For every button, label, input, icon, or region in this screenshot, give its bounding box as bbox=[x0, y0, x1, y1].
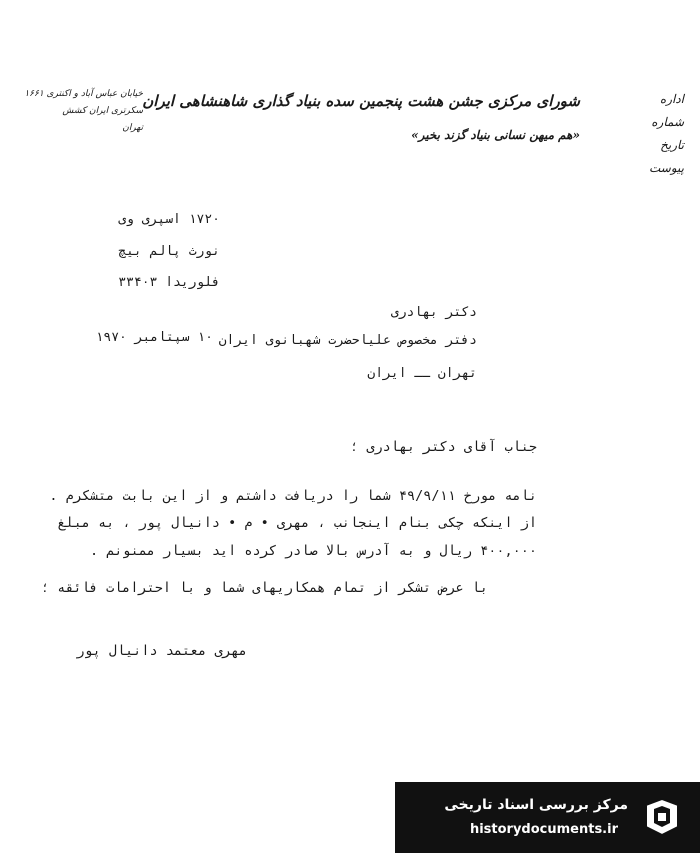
body-line-1: نامه مورخ ۴۹/۹/۱۱ شما را دریافت داشتم و از این بابت متشکرم . bbox=[49, 488, 537, 504]
recipient-office: دفتر مخصوص علیاحضرت شهبانوی ایران bbox=[218, 333, 477, 348]
letterhead-title: شورای مرکزی جشن هشت پنجمین سده بنیاد گذاری شاهنشاهی ایران bbox=[142, 92, 580, 110]
letter-date: ۱۰ سپتامبر ۱۹۷۰ bbox=[95, 330, 213, 345]
stamp-line-3: تهران bbox=[122, 123, 143, 133]
sender-address-line-3: فلوریدا ۳۳۴۰۳ bbox=[118, 275, 220, 290]
stamp-line-1: خیابان عباس آباد و اکنتری ۱۶۶۱ bbox=[24, 89, 143, 99]
archive-url[interactable]: historydocuments.ir bbox=[469, 822, 618, 837]
body-line-4: با عرض تشکر از تمام همکاریهای شما و با احترامات فائقه ؛ bbox=[40, 580, 488, 596]
field-shomareh: شماره bbox=[651, 115, 684, 129]
body-line-2: از اینکه چکی بنام اینجانب ، مهری • م • دانیال پور ، به مبلغ bbox=[57, 515, 537, 531]
recipient-city: تهران ــ ایران bbox=[367, 366, 477, 381]
signature: مهری معتمد دانیال پور bbox=[76, 643, 247, 659]
recipient-name: دکتر بهادری bbox=[390, 305, 477, 320]
field-tarikh: تاریخ bbox=[660, 138, 684, 152]
sender-address-line-2: نورث پالم بیچ bbox=[118, 244, 220, 259]
sender-address-line-1: ۱۷۲۰ اسپری وی bbox=[118, 212, 220, 227]
stamp-line-2: سکرتری ایران کشش bbox=[62, 106, 143, 116]
archive-logo-icon bbox=[640, 795, 684, 839]
archive-title: مرکز بررسی اسناد تاریخی bbox=[444, 797, 628, 813]
letterhead-subtitle: «هم میهن نسانی بنیاد گزند بخیر» bbox=[411, 128, 580, 142]
margin-fields bbox=[614, 88, 684, 180]
body-line-3: ۴۰۰,۰۰۰ ریال و به آدرس بالا صادر کرده اید بسیار ممنونم . bbox=[89, 543, 537, 559]
salutation: جناب آقای دکتر بهادری ؛ bbox=[350, 439, 537, 455]
field-idareh: اداره bbox=[659, 92, 684, 106]
field-peyvast: پیوست bbox=[649, 161, 684, 175]
address-stamp bbox=[24, 86, 143, 137]
